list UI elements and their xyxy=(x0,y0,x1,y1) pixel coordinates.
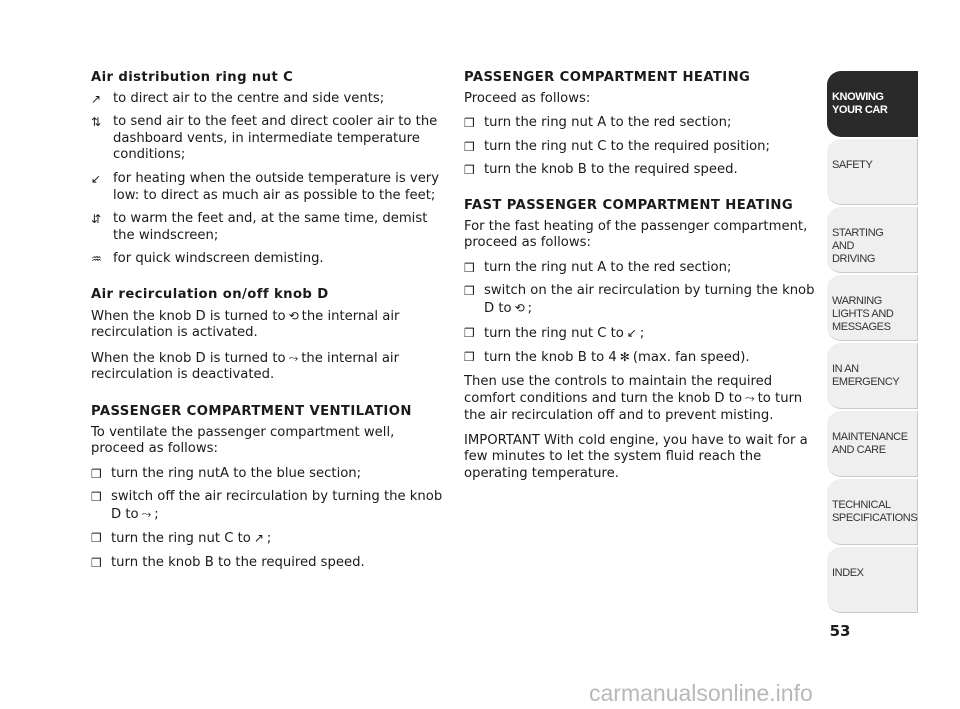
air-dist-item-face: ↗ to direct air to the centre and side vents; xyxy=(91,90,385,106)
fast-heating-note: Then use the controls to maintain the required comfort conditions and turn the knob D to ⤳ to turn the air recirculation off and to prevent misting. xyxy=(464,373,803,423)
air-dist-item-windscreen: ♒ for quick windscreen demisting. xyxy=(91,251,324,267)
list-item: ❒ turn the ring nut C to ↗ ; xyxy=(91,531,272,547)
tab-warning-lights[interactable]: WARNING LIGHTS AND MESSAGES xyxy=(827,275,918,341)
heating-heading: PASSENGER COMPARTMENT HEATING xyxy=(464,70,751,85)
checkbox-bullet-icon: ❒ xyxy=(464,163,475,178)
air-dist-item-feet: ↙ for heating when the outside temperature is very low: to direct as much air as possible to the feet; xyxy=(91,170,440,203)
recirc-on-paragraph: When the knob D is turned to ⟲ the internal air recirculation is activated. xyxy=(91,308,400,341)
fan-max-icon: ✻ xyxy=(619,350,630,365)
page-number: 53 xyxy=(829,622,851,640)
checkbox-bullet-icon: ❒ xyxy=(464,350,475,365)
air-dist-item-face-feet: ⇅ to send air to the feet and direct cooler air to the dashboard vents, in intermediate temperature conditions; xyxy=(91,114,438,163)
checkbox-bullet-icon: ❒ xyxy=(91,466,102,481)
checkbox-bullet-icon: ❒ xyxy=(464,260,475,275)
recirculation-on-icon: ⟲ xyxy=(514,300,525,315)
heating-intro: Proceed as follows: xyxy=(464,90,591,106)
list-item: ❒ turn the knob B to 4 ✻ (max. fan speed). xyxy=(464,350,750,366)
checkbox-bullet-icon: ❒ xyxy=(464,284,475,299)
tab-starting-and-driving[interactable]: STARTING AND DRIVING xyxy=(827,207,918,273)
recirculation-on-icon: ⟲ xyxy=(288,308,299,323)
list-item: ❒ turn the ring nut A to the red section; xyxy=(464,115,732,131)
air-dist-item-feet-windscreen: ⇵ to warm the feet and, at the same time, demist the windscreen; xyxy=(91,211,428,243)
fast-heating-heading: FAST PASSENGER COMPARTMENT HEATING xyxy=(464,197,794,213)
tab-safety[interactable]: SAFETY xyxy=(827,139,918,205)
ventilation-heading: PASSENGER COMPARTMENT VENTILATION xyxy=(91,403,412,419)
windscreen-demist-icon: ♒ xyxy=(91,252,102,267)
right-column xyxy=(464,70,816,490)
list-item: ❒ turn the knob B to the required speed. xyxy=(91,555,365,571)
air-to-feet-and-windscreen-icon: ⇵ xyxy=(91,212,102,227)
tab-index[interactable]: INDEX xyxy=(827,547,918,613)
checkbox-bullet-icon: ❒ xyxy=(91,556,102,571)
list-item: ❒ turn the ring nut C to the required position; xyxy=(464,138,770,154)
air-distribution-heading: Air distribution ring nut C xyxy=(91,70,294,85)
list-item: ❒ turn the ring nutA to the blue section; xyxy=(91,465,362,481)
air-to-face-and-feet-icon: ⇅ xyxy=(91,115,102,130)
tab-maintenance-and-care[interactable]: MAINTENANCE AND CARE xyxy=(827,411,918,477)
list-item: ❒ turn the ring nut A to the red section; xyxy=(464,259,732,275)
tab-technical-specifications[interactable]: TECHNICAL SPECIFICATIONS xyxy=(827,479,918,545)
recirculation-off-icon: ⤳ xyxy=(288,350,299,365)
recirculation-heading: Air recirculation on/off knob D xyxy=(91,286,329,302)
air-to-face-icon: ↗ xyxy=(91,91,102,106)
checkbox-bullet-icon: ❒ xyxy=(464,139,475,154)
list-item: ❒ turn the ring nut C to ↙ ; xyxy=(464,325,645,341)
recirc-off-paragraph: When the knob D is turned to ⤳ the internal air recirculation is deactivated. xyxy=(91,350,399,383)
tab-knowing-your-car[interactable]: KNOWING YOUR CAR xyxy=(827,71,918,137)
tab-in-an-emergency[interactable]: IN AN EMERGENCY xyxy=(827,343,918,409)
checkbox-bullet-icon: ❒ xyxy=(464,116,475,131)
list-item: ❒ switch on the air recirculation by turning the knob D to ⟲ ; xyxy=(464,283,815,316)
checkbox-bullet-icon: ❒ xyxy=(464,325,475,340)
air-to-face-icon: ↗ xyxy=(253,531,264,546)
checkbox-bullet-icon: ❒ xyxy=(91,490,102,505)
important-note: IMPORTANT With cold engine, you have to wait for a few minutes to let the system fluid reach the operating temperature. xyxy=(464,432,808,481)
ventilation-intro: To ventilate the passenger compartment well, proceed as follows: xyxy=(91,424,395,457)
left-column xyxy=(91,70,443,579)
fast-heating-intro: For the fast heating of the passenger compartment, proceed as follows: xyxy=(464,218,808,251)
recirculation-off-icon: ⤳ xyxy=(141,506,152,521)
chapter-sidebar xyxy=(827,71,918,615)
recirculation-off-icon: ⤳ xyxy=(745,391,755,406)
list-item: ❒ turn the knob B to the required speed. xyxy=(464,162,738,178)
air-to-feet-icon: ↙ xyxy=(91,171,102,186)
watermark: carmanualsonline.info xyxy=(589,680,813,706)
list-item: ❒ switch off the air recirculation by turning the knob D to ⤳ ; xyxy=(91,489,443,522)
air-to-feet-icon: ↙ xyxy=(626,325,637,340)
checkbox-bullet-icon: ❒ xyxy=(91,531,102,546)
